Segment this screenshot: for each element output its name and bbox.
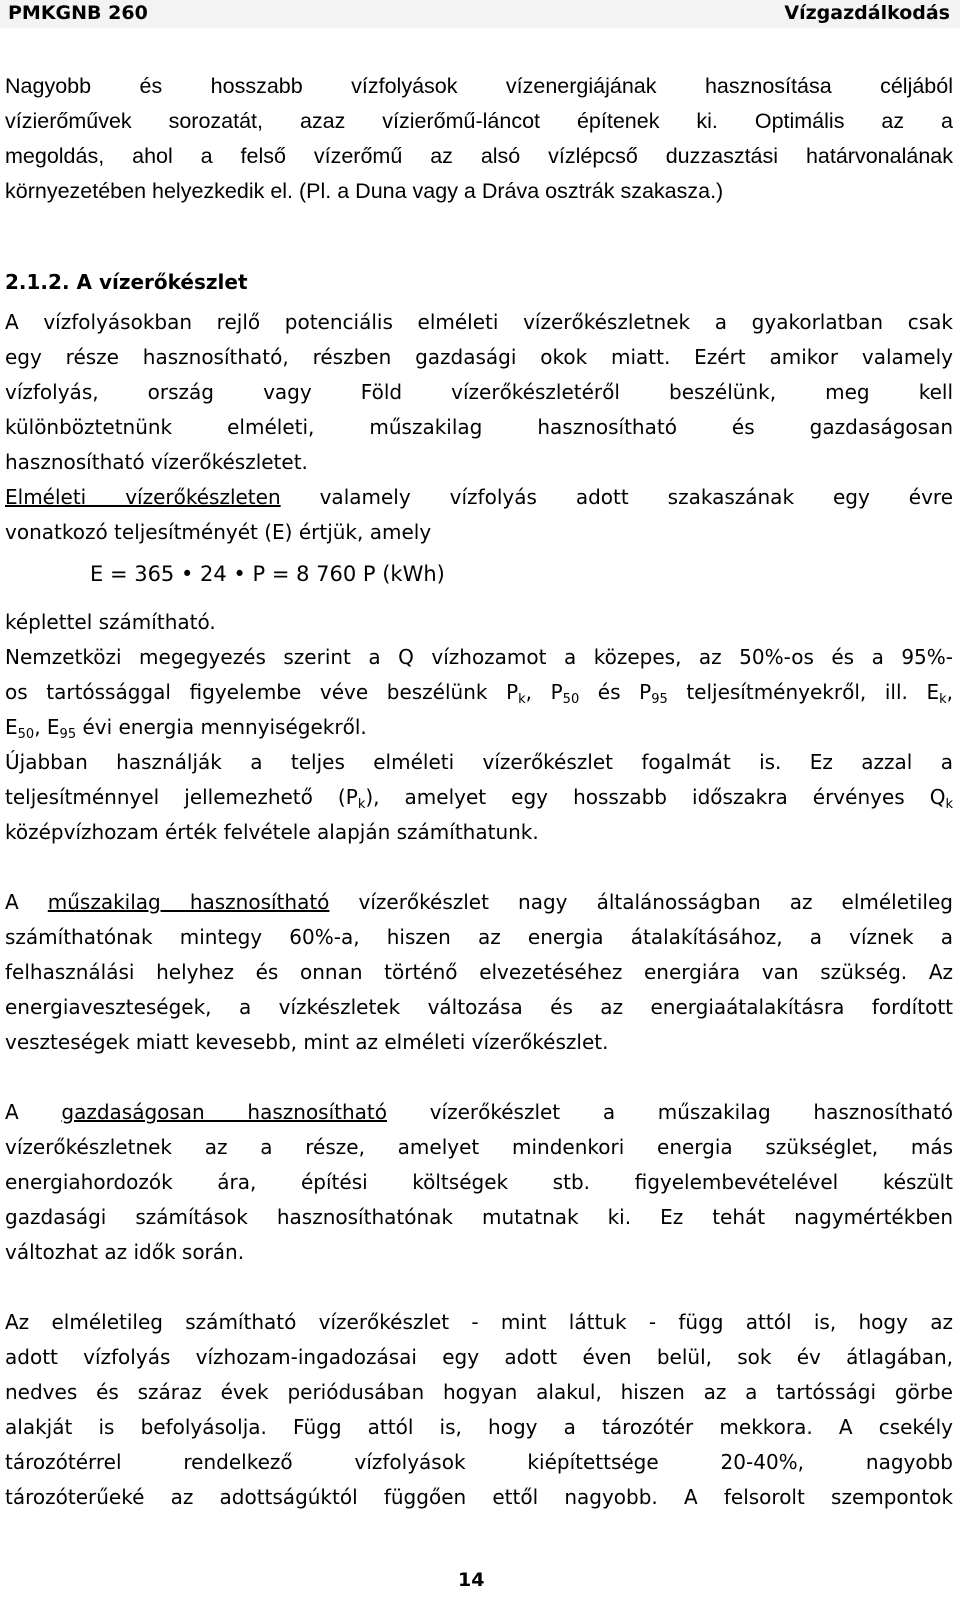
- text-run: vízerőkészlet nagy általánosságban az elméletileg: [329, 890, 953, 914]
- text-run: valamely vízfolyás adott szakaszának egy évre: [280, 485, 954, 509]
- subscript: k: [945, 797, 953, 812]
- paragraph-line: [5, 885, 953, 920]
- paragraph-line: [5, 710, 953, 745]
- text-run: teljesítménnyel jellemezhető (P: [5, 785, 358, 809]
- paragraph-line: Nemzetközi megegyezés szerint a Q vízhozamot a közepes, az 50%-os és a 95%-: [5, 645, 953, 669]
- intro-line: vízierőművek sorozatát, azaz vízierőmű-láncot építenek ki. Optimális az a: [5, 109, 953, 133]
- subscript: k: [357, 797, 366, 812]
- subscript: 50: [17, 727, 35, 742]
- paragraph-line: Újabban használják a teljes elméleti vízerőkészlet fogalmát is. Ez azzal a: [5, 750, 953, 774]
- paragraph-line: vízerőkészletnek az a része, amelyet mindenkori energia szükséglet, más: [5, 1135, 953, 1159]
- text-run: és P: [579, 680, 652, 704]
- intro-line: megoldás, ahol a felső vízerőmű az alsó vízlépcső duzzasztási határvonalának: [5, 144, 953, 168]
- section-heading: 2.1.2. A vízerőkészlet: [5, 270, 248, 294]
- subscript: 50: [562, 692, 580, 707]
- text-run: A: [5, 1100, 62, 1124]
- paragraph-line: különböztetnünk elméleti, műszakilag hasznosítható és gazdaságosan: [5, 415, 953, 439]
- subscript: k: [939, 692, 947, 707]
- paragraph-line: vízfolyás, ország vagy Föld vízerőkészletéről beszélünk, meg kell: [5, 380, 953, 404]
- text-run: , P: [525, 680, 563, 704]
- subscript: k: [518, 692, 526, 707]
- paragraph-line: tározótérrel rendelkező vízfolyások kiépítettsége 20-40%, nagyobb: [5, 1450, 953, 1474]
- term-theoretical: Elméleti vízerőkészleten: [5, 485, 281, 509]
- text-run: ), amelyet egy hosszabb időszakra érvényes Q: [365, 785, 946, 809]
- paragraph-line: felhasználási helyhez és onnan történő elvezetéséhez energiára van szükség. Az: [5, 960, 953, 984]
- paragraph-line: [5, 675, 953, 710]
- paragraph-line: alakját is befolyásolja. Függ attól is, hogy a tározótér mekkora. A csekély: [5, 1415, 953, 1439]
- page-header: [0, 0, 960, 28]
- paragraph-line: energiahordozók ára, építési költségek stb. figyelembevételével készült: [5, 1170, 953, 1194]
- header-subject: Vízgazdálkodás: [784, 2, 950, 24]
- paragraph-line: változhat az idők során.: [5, 1240, 245, 1264]
- header-course-code: PMKGNB 260: [8, 2, 148, 24]
- text-run: A: [5, 890, 48, 914]
- text-run: évi energia mennyiségekről.: [76, 715, 367, 739]
- paragraph-line: [5, 780, 953, 815]
- subscript: 95: [59, 727, 77, 742]
- intro-line: Nagyobb és hosszabb vízfolyások vízenergiájának hasznosítása céljából: [5, 74, 953, 98]
- term-economic: gazdaságosan hasznosítható: [61, 1100, 388, 1124]
- text-run: , E: [34, 715, 60, 739]
- paragraph-line: [5, 480, 953, 515]
- text-run: ,: [946, 680, 953, 704]
- text-run: os tartóssággal figyelembe véve beszélünk P: [5, 680, 519, 704]
- paragraph-line: gazdasági számítások hasznosíthatónak mutatnak ki. Ez tehát nagymértékben: [5, 1205, 953, 1229]
- paragraph-line: tározóterűeké az adottságúktól függően ettől nagyobb. A felsorolt szempontok: [5, 1485, 953, 1509]
- paragraph-line: vonatkozó teljesítményét (E) értjük, amely: [5, 520, 432, 544]
- paragraph-line: számíthatónak mintegy 60%-a, hiszen az energia átalakításához, a víznek a: [5, 925, 953, 949]
- energy-formula: E = 365 • 24 • P = 8 760 P (kWh): [90, 562, 445, 586]
- page-number: 14: [458, 1569, 485, 1591]
- paragraph-line: egy része hasznosítható, részben gazdasági okok miatt. Ezért amikor valamely: [5, 345, 953, 369]
- paragraph-line: A vízfolyásokban rejlő potenciális elméleti vízerőkészletnek a gyakorlatban csak: [5, 310, 953, 334]
- text-run: vízerőkészlet a műszakilag hasznosítható: [387, 1100, 954, 1124]
- text-run: teljesítményekről, ill. E: [667, 680, 940, 704]
- paragraph-line: adott vízfolyás vízhozam-ingadozásai egy adott éven belül, sok év átlagában,: [5, 1345, 953, 1369]
- paragraph-line: nedves és száraz évek periódusában hogyan alakul, hiszen az a tartóssági görbe: [5, 1380, 953, 1404]
- intro-line: környezetében helyezkedik el. (Pl. a Duna vagy a Dráva osztrák szakasza.): [5, 179, 724, 203]
- paragraph-line: képlettel számítható.: [5, 610, 216, 634]
- text-run: E: [5, 715, 18, 739]
- paragraph-line: [5, 1095, 953, 1130]
- paragraph-line: középvízhozam érték felvétele alapján számíthatunk.: [5, 820, 539, 844]
- paragraph-line: energiaveszteségek, a vízkészletek változása és az energiaátalakításra fordított: [5, 995, 953, 1019]
- term-technical: műszakilag hasznosítható: [47, 890, 330, 914]
- paragraph-line: Az elméletileg számítható vízerőkészlet - mint láttuk - függ attól is, hogy az: [5, 1310, 953, 1334]
- subscript: 95: [651, 692, 668, 707]
- paragraph-line: hasznosítható vízerőkészletet.: [5, 450, 308, 474]
- paragraph-line: veszteségek miatt kevesebb, mint az elméleti vízerőkészlet.: [5, 1030, 609, 1054]
